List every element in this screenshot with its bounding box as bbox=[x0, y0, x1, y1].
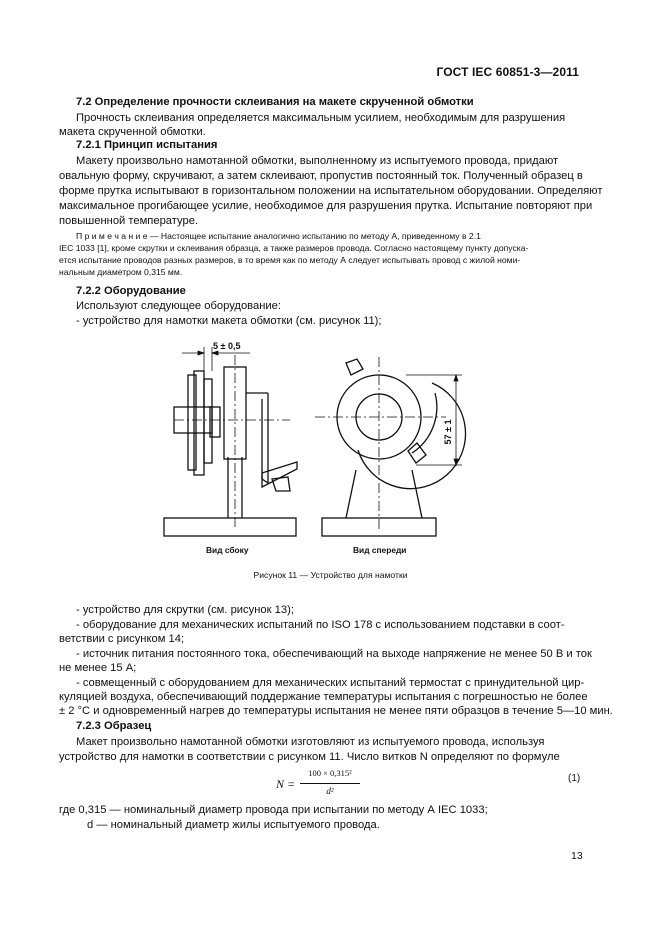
note-line-1: П р и м е ч а н и е — Настоящее испытание аналогично испытанию по методу А, приведенному в 2.1 bbox=[76, 231, 481, 241]
principle-line-1: Макету произвольно намотанной обмотки, выполненному из испытуемого провода, придают bbox=[76, 155, 559, 167]
formula-number: (1) bbox=[568, 773, 581, 784]
side-view-label: Вид сбоку bbox=[206, 545, 249, 555]
principle-line-2: овальную форму, скручивают, а затем склеивают, пропустив постоянный ток. Полученный образец в bbox=[59, 170, 583, 182]
note-line-3: ется испытание проводов разных размеров, в то время как по методу А следует испытывать провод с жилой номи- bbox=[59, 255, 521, 265]
winding-device-figure bbox=[150, 335, 470, 565]
formula-numerator: 100 × 0,315² bbox=[308, 768, 352, 778]
where-line-2: d — номинальный диаметр жилы испытуемого провода. bbox=[87, 819, 380, 831]
equipment-item-1: - устройство для намотки макета обмотки (см. рисунок 11); bbox=[76, 315, 382, 327]
note-line-4: нальным диаметром 0,315 мм. bbox=[59, 267, 183, 277]
equipment-item-4-line2: не менее 15 А; bbox=[59, 662, 137, 674]
section-7-2-2-heading: 7.2.2 Оборудование bbox=[76, 285, 186, 297]
where-line-1: где 0,315 — номинальный диаметр провода при испытании по методу А IEC 1033; bbox=[59, 804, 488, 816]
sample-line-2: устройство для намотки в соответствии с рисунком 11. Число витков N определяют по формуле bbox=[59, 751, 560, 763]
equipment-item-5-line3: ± 2 °С и одновременный нагрев до температуры испытания не менее пяти образцов в течение 5—10 мин. bbox=[59, 705, 613, 717]
note-line-2: IEC 1033 [1], кроме скрутки и склеивания образца, а также размеров провода. Согласно настоящему пункту допуска- bbox=[59, 243, 529, 253]
side-base bbox=[164, 518, 296, 536]
equipment-item-5-line2: куляцией воздуха, обеспечивающий поддержание температуры испытания с погрешностью не более bbox=[59, 691, 588, 703]
dim-top-label: 5 ± 0,5 bbox=[213, 341, 241, 351]
principle-line-5: повышенной температуре. bbox=[59, 215, 199, 227]
dim-right-label: 57 ± 1 bbox=[443, 419, 453, 445]
section-7-2-3-heading: 7.2.3 Образец bbox=[76, 720, 152, 732]
principle-line-3: форме прутка испытывают в горизонтальном положении на испытательном оборудовании. Определяют bbox=[59, 185, 603, 197]
standard-id: ГОСТ IEC 60851-3—2011 bbox=[436, 65, 579, 79]
section-7-2-1-heading: 7.2.1 Принцип испытания bbox=[76, 139, 218, 151]
formula-lhs: N = bbox=[276, 777, 296, 791]
principle-line-4: максимальное прогибающее усилие, необходимое для разрушения прутка. Испытание повторяют при bbox=[59, 200, 593, 212]
section-7-2-intro-line2: макета скрученной обмотки. bbox=[59, 126, 206, 138]
page-number: 13 bbox=[571, 850, 583, 862]
section-7-2-heading: 7.2 Определение прочности склеивания на макете скрученной обмотки bbox=[76, 96, 474, 108]
equipment-item-3-line1: - оборудование для механических испытаний по ISO 178 с использованием подставки в соот- bbox=[76, 619, 565, 631]
figure-caption: Рисунок 11 — Устройство для намотки bbox=[253, 570, 408, 580]
formula-denominator: d² bbox=[326, 786, 334, 796]
equipment-item-5-line1: - совмещенный с оборудованием для механических испытаний термостат с принудительной цир- bbox=[76, 677, 585, 689]
sample-line-1: Макет произвольно намотанной обмотки изготовляют из испытуемого провода, используя bbox=[76, 736, 545, 748]
formula-fraction-bar bbox=[300, 783, 360, 784]
section-7-2-intro-line1: Прочность склеивания определяется максимальным усилием, необходимым для разрушения bbox=[76, 112, 566, 124]
equipment-intro: Используют следующее оборудование: bbox=[76, 300, 281, 312]
equipment-item-3-line2: ветствии с рисунком 14; bbox=[59, 633, 185, 645]
equipment-item-2: - устройство для скрутки (см. рисунок 13); bbox=[76, 604, 294, 616]
equipment-item-4-line1: - источник питания постоянного тока, обеспечивающий на выходе напряжение не менее 50 В и ток bbox=[76, 648, 592, 660]
front-view-label: Вид спереди bbox=[353, 545, 407, 555]
